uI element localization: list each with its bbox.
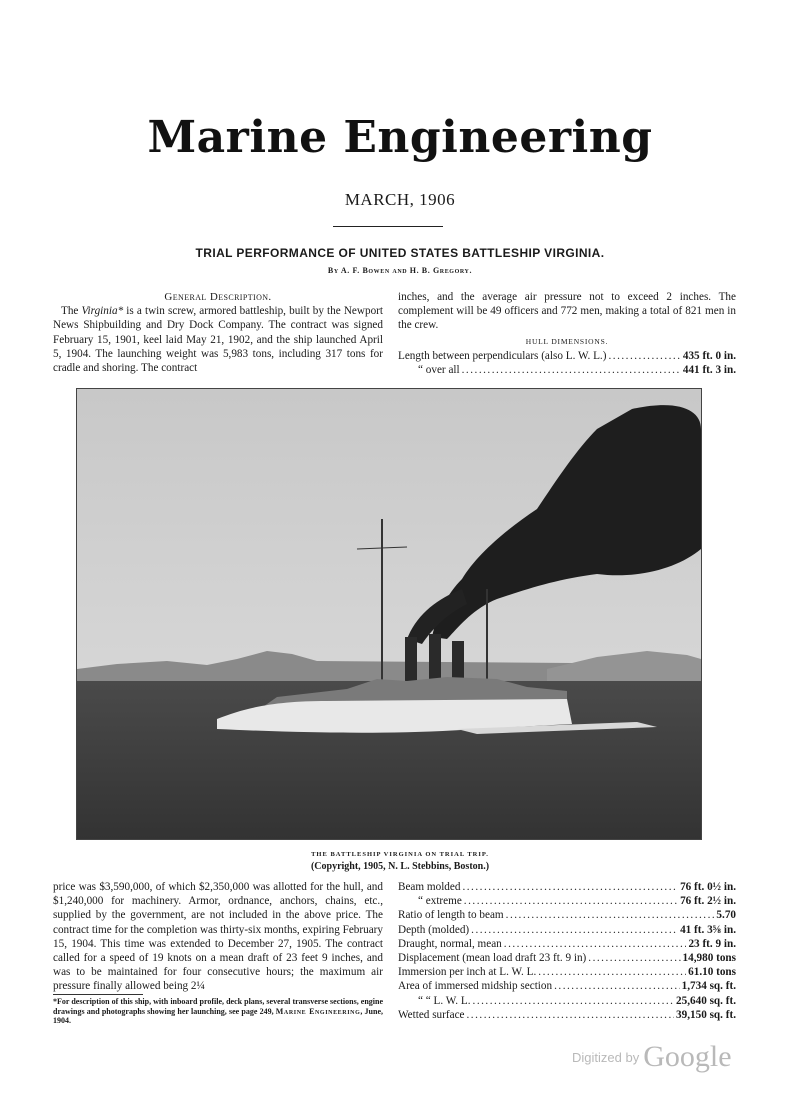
dot-leader xyxy=(554,979,680,993)
dot-leader xyxy=(588,951,680,965)
dimension-row xyxy=(398,965,736,979)
dot-leader xyxy=(473,994,675,1008)
footnote-journal: Marine Engineering xyxy=(275,1006,361,1016)
dimension-value: 76 ft. 0½ in. xyxy=(680,881,736,893)
dimension-value: 61.10 tons xyxy=(688,966,736,979)
dimension-label: “ over all xyxy=(418,364,460,377)
dimension-row xyxy=(398,979,736,993)
dimension-label: Depth (molded) xyxy=(398,923,470,936)
dimension-value: 5.70 xyxy=(716,909,736,922)
dot-leader xyxy=(462,880,678,894)
dimension-row xyxy=(398,894,736,908)
complement-paragraph: inches, and the average air pressure not to exceed 2 inches. The complement will be 49 officers and 772 men, making a total of 821 men in the crew. xyxy=(398,291,736,332)
dimension-label: Length between perpendiculars (also L. W. L.) xyxy=(398,349,607,362)
watermark-prefix: Digitized by xyxy=(572,1050,640,1065)
photo-caption: THE BATTLESHIP VIRGINIA ON TRIAL TRIP. xyxy=(311,851,489,858)
dimension-row xyxy=(398,923,736,937)
column-right-top xyxy=(398,290,736,377)
column-left-bottom xyxy=(53,880,383,994)
dot-leader xyxy=(538,965,686,979)
dimension-value: 1,734 sq. ft. xyxy=(681,980,736,993)
dimension-row xyxy=(398,349,736,363)
dimension-label: Beam molded xyxy=(398,881,461,893)
dimension-label: “ extreme xyxy=(418,895,462,908)
dimension-value: 435 ft. 0 in. xyxy=(682,349,736,362)
dimension-row xyxy=(398,994,736,1008)
dimension-row xyxy=(398,880,736,894)
dimension-value: 441 ft. 3 in. xyxy=(682,364,736,377)
intro-paragraph xyxy=(53,304,383,375)
dimension-value: 14,980 tons xyxy=(682,952,736,965)
dot-leader xyxy=(608,349,680,363)
dimension-label: Immersion per inch at L. W. L. xyxy=(398,966,537,979)
dimension-value: 41 ft. 3⅝ in. xyxy=(680,923,736,936)
column-left-top xyxy=(53,290,383,375)
footnote-text: *For description of this ship, with inboard profile, deck plans, several transverse sections, engine drawings and photographs showing her launching, see page 249, xyxy=(53,997,383,1016)
contract-paragraph: price was $3,590,000, of which $2,350,000 was allotted for the hull, and $1,240,000 for machinery. Armor, ordnance, anchors, chains, etc., supplied by the government, are not included in the above price. The contract time for the completion was thirty-six months, expiring February 15, 1904. This time was extended to December 27, 1905. The contract called for a speed of 19 knots on a mean draft of 23 feet 9 inches, and was to be maintained for four consecutive hours; the maximum air pressure finally allowed being 2¼ xyxy=(53,881,383,993)
hull-dimensions-table-top xyxy=(398,349,736,377)
google-logo: Google xyxy=(643,1040,732,1073)
battleship-photo xyxy=(76,388,702,840)
dimension-label: Ratio of length to beam xyxy=(398,909,504,922)
masthead: Marine Engineering xyxy=(147,112,653,163)
footnote xyxy=(53,997,383,1026)
section-heading: General Description. xyxy=(164,291,272,303)
hull-dimensions-heading: HULL DIMENSIONS. xyxy=(525,336,609,346)
ship-name: Virginia* xyxy=(81,305,124,318)
photo-credit: (Copyright, 1905, N. L. Stebbins, Boston.) xyxy=(310,861,490,872)
footnote-divider xyxy=(53,994,143,995)
issue-date: MARCH, 1906 xyxy=(344,190,456,209)
dimension-row xyxy=(398,937,736,951)
dimension-row xyxy=(398,951,736,965)
dimension-label: Wetted surface xyxy=(398,1008,465,1021)
dot-leader xyxy=(506,908,715,922)
column-right-bottom xyxy=(398,880,736,1022)
dot-leader xyxy=(504,937,687,951)
dot-leader xyxy=(464,894,678,908)
dimension-value: 76 ft. 2½ in. xyxy=(680,895,736,908)
dimension-label: Draught, normal, mean xyxy=(398,937,502,950)
dimension-row xyxy=(398,1008,736,1022)
article-title: TRIAL PERFORMANCE OF UNITED STATES BATTLESHIP VIRGINIA. xyxy=(195,246,605,260)
date-divider xyxy=(333,226,443,227)
dimension-value: 25,640 sq. ft. xyxy=(676,994,736,1007)
digitized-watermark xyxy=(572,1040,772,1080)
dimension-value: 39,150 sq. ft. xyxy=(676,1008,736,1021)
dot-leader xyxy=(471,923,678,937)
hull-dimensions-table-bottom xyxy=(398,880,736,1022)
footnote-end: , June, 1904. xyxy=(53,1006,383,1025)
dot-leader xyxy=(462,363,681,377)
dimension-label: Area of immersed midship section xyxy=(398,980,553,993)
dot-leader xyxy=(467,1008,675,1022)
dimension-row xyxy=(398,908,736,922)
dimension-label: Displacement (mean load draft 23 ft. 9 in) xyxy=(398,952,587,965)
dimension-value: 23 ft. 9 in. xyxy=(688,937,736,950)
dimension-label: “ “ L. W. L. xyxy=(418,994,471,1007)
byline: By A. F. Bowen and H. B. Gregory. xyxy=(327,266,473,275)
intro-text: is a twin screw, armored battleship, built by the Newport News Shipbuilding and Dry Dock Company. The contract was signed February 15, 1901, keel laid May 21, 1902, and the ship launched April 5, 1904. The launching weight was 5,983 tons, including 317 tons for cradle and shoring. The contract xyxy=(53,305,383,375)
intro-prefix: The xyxy=(61,305,82,318)
battleship-illustration xyxy=(77,389,701,839)
dimension-row xyxy=(398,363,736,377)
